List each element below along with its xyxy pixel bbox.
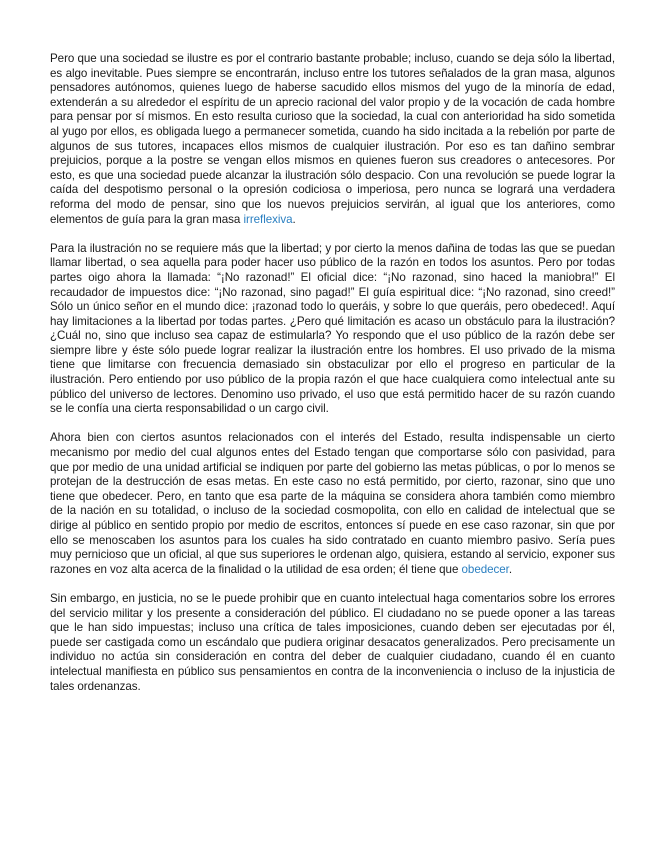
paragraph-1 bbox=[50, 52, 615, 227]
paragraph-1-end: . bbox=[292, 212, 296, 226]
paragraph-1-text: Pero que una sociedad se ilustre es por el contrario bastante probable; incluso, cuando se deja sólo la libertad, es algo inevitable. Pues siempre se encontrarán, incluso entre los tutores señalados de la gran masa, algunos pensadores autónomos, quienes luego de haberse sacudido ellos mismos del yugo de la minoría de edad, extenderán a su alrededor el espíritu de un aprecio racional del valor propio y de la vocación de cada hombre para pensar por sí mismos. En esto resulta curioso que la sociedad, la cual con anterioridad ha sido sometida al yugo por ellos, es obligada luego a permanecer sometida, cuando ha sido incitada a la rebelión por parte de algunos de sus tutores, incapaces ellos mismos de cualquier ilustración. Por eso es tan dañino sembrar prejuicios, porque a la postre se vengan ellos mismos en quienes fueron sus creadores o antecesores. Por esto, es que una sociedad puede alcanzar la ilustración sólo despacio. Con una revolución se puede lograr la caída del despotismo personal o la opresión codiciosa o imperiosa, pero nunca se logrará una verdadera reforma del modo de pensar, sino que los nuevos prejuicios servirán, al igual que los anteriores, como elementos de guía para la gran masa bbox=[50, 52, 615, 226]
paragraph-4 bbox=[50, 592, 615, 694]
paragraph-3-end: . bbox=[508, 562, 513, 576]
link-obedecer[interactable]: obedecer bbox=[461, 562, 509, 576]
paragraph-3 bbox=[50, 431, 615, 577]
paragraph-4-text: Sin embargo, en justicia, no se le puede prohibir que en cuanto intelectual haga comentarios sobre los errores del servicio militar y los presente a consideración del público. El ciudadano no se puede oponer a las tareas que le han sido impuestas; incluso una crítica de tales imposiciones, cuando deben ser ejecutadas por él, puede ser castigada como un escándalo que pudiera originar desacatos generalizados. Pero precisamente un individuo no actúa sin consideración en contra del deber de cualquier ciudadano, cuando él en cuanto intelectual manifiesta en público sus pensamientos en contra de la inconveniencia o incluso de la injusticia de tales ordenanzas. bbox=[50, 591, 615, 693]
paragraph-2 bbox=[50, 242, 615, 417]
document-body bbox=[50, 52, 615, 709]
link-irreflexiva[interactable]: irreflexiva bbox=[243, 212, 293, 226]
paragraph-3-text: Ahora bien con ciertos asuntos relacionados con el interés del Estado, resulta indispensable un cierto mecanismo por medio del cual algunos entes del Estado tengan que comportarse sólo con pasividad, para que por medio de una unidad artificial se indiquen por parte del gobierno las metas públicas, o por lo menos se protejan de la destrucción de esas metas. En este caso no está permitido, por cierto, razonar, sino que uno tiene que obedecer. Pero, en tanto que esa parte de la máquina se considera ahora también como miembro de la nación en su totalidad, o incluso de la sociedad cosmopolita, con ello en calidad de intelectual que se dirige al público en sentido propio por medio de escritos, entonces sí puede en ese caso razonar, sin que por ello se menoscaben los asuntos para los cuales ha sido contratado en cuanto miembro pasivo. Sería pues muy pernicioso que un oficial, al que sus superiores le ordenan algo, quisiera, estando al servicio, exponer sus razones en voz alta acerca de la finalidad o la utilidad de esa orden; él tiene que bbox=[50, 431, 615, 576]
paragraph-2-text: Para la ilustración no se requiere más que la libertad; y por cierto la menos dañina de todas las que se puedan llamar libertad, o sea aquella para poder hacer uso público de la razón en todos los asuntos. Pero por todas partes oigo ahora la llamada: “¡No razonad!” El oficial dice: “¡No razonad, sino haced la maniobra!” El recaudador de impuestos dice: “¡No razonad, sino pagad!” El guía espiritual dice: “¡No razonad, sino creed!” Sólo un único señor en el mundo dice: ¡razonad todo lo queráis, y sobre lo que queráis, pero obedeced!. Aquí hay limitaciones a la libertad por todas partes. ¿Pero qué limitación es acaso un obstáculo para la ilustración? ¿Cuál no, sino que incluso sea capaz de estimularla? Yo respondo que el uso público de la razón debe ser siempre libre y éste sólo puede lograr realizar la ilustración entre los hombres. El uso privado de la misma tiene que limitarse con frecuencia demasiado sin obstaculizar por ello el progreso en particular de la ilustración. Pero entiendo por uso público de la propia razón el que hace cualquiera como intelectual ante su público del universo de lectores. Denomino uso privado, el uso que está permitido hacer de su razón cuando se le confía una cierta responsabilidad o un cargo civil. bbox=[50, 241, 615, 416]
